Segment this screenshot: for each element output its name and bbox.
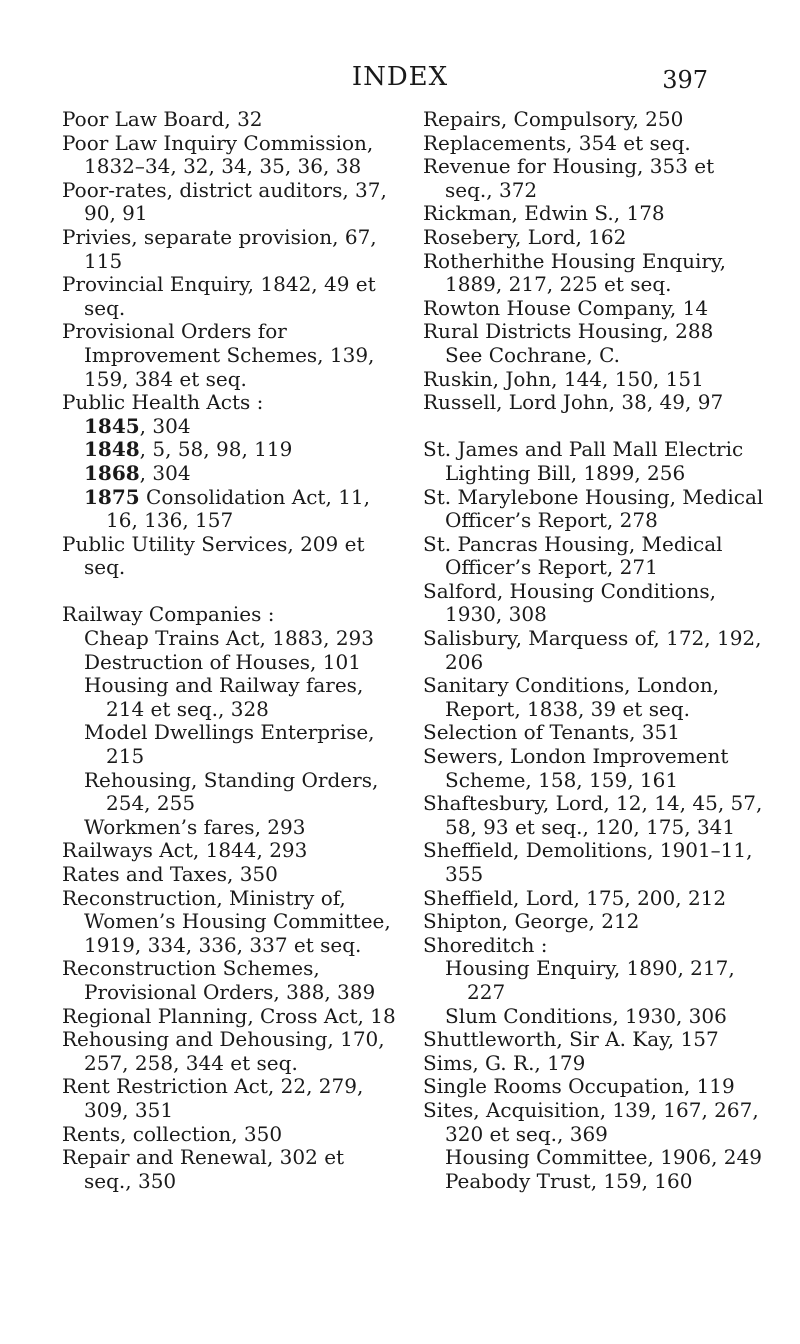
entry-text: Housing and Railway fares, 214 et seq., 328 bbox=[84, 673, 364, 721]
entry-text: Provincial Enquiry, 1842, 49 et seq. bbox=[62, 272, 376, 320]
entry-text: Reconstruction Schemes, Provisional Orders, 388, 389 bbox=[62, 956, 376, 1004]
index-entry bbox=[423, 486, 768, 533]
index-entry bbox=[62, 179, 398, 226]
entry-text: Rehousing, Standing Orders, 254, 255 bbox=[84, 767, 379, 816]
entry-text: St. Marylebone Housing, Medical Officer’s Report, 278 bbox=[423, 484, 764, 533]
entry-text: , 304 bbox=[139, 413, 191, 438]
entry-text: Rickman, Edwin S., 178 bbox=[423, 201, 665, 226]
index-entry bbox=[423, 887, 768, 911]
index-entry bbox=[62, 1123, 398, 1147]
index-entry bbox=[62, 226, 398, 273]
entry-text: Sheffield, Lord, 175, 200, 212 bbox=[423, 885, 727, 910]
entry-text: Railways Act, 1844, 293 bbox=[62, 838, 308, 863]
index-subentry bbox=[62, 627, 398, 651]
index-column-right bbox=[423, 108, 768, 1193]
entry-text: Railway Companies : bbox=[62, 602, 275, 627]
index-entry bbox=[423, 368, 768, 392]
page-number: 397 bbox=[662, 66, 708, 94]
entry-text: Regional Planning, Cross Act, 18 bbox=[62, 1003, 396, 1028]
index-subentry bbox=[62, 438, 398, 462]
entry-text: Sheffield, Demolitions, 1901–11, 355 bbox=[423, 838, 753, 886]
index-subentry bbox=[423, 1005, 768, 1029]
index-entry bbox=[423, 438, 768, 485]
entry-text: Public Utility Services, 209 et seq. bbox=[62, 531, 365, 580]
entry-text: Russell, Lord John, 38, 49, 97 bbox=[423, 390, 724, 415]
entry-text: St. Pancras Housing, Medical Officer’s Report, 271 bbox=[423, 531, 723, 580]
page-header bbox=[0, 62, 800, 102]
index-entry bbox=[62, 1028, 398, 1075]
index-entry bbox=[423, 155, 768, 202]
index-entry bbox=[62, 1146, 398, 1193]
index-entry bbox=[62, 863, 398, 887]
index-subentry bbox=[62, 462, 398, 486]
entry-text: Slum Conditions, 1930, 306 bbox=[445, 1003, 727, 1028]
index-entry bbox=[62, 1005, 398, 1029]
index-entry bbox=[423, 792, 768, 839]
index-entry bbox=[423, 226, 768, 250]
entry-text: Rents, collection, 350 bbox=[62, 1121, 283, 1146]
entry-text: Repair and Renewal, 302 et seq., 350 bbox=[62, 1145, 345, 1193]
page-title: INDEX bbox=[351, 62, 449, 92]
index-subentry bbox=[62, 651, 398, 675]
index-entry bbox=[423, 1052, 768, 1076]
entry-text: Salford, Housing Conditions, 1930, 308 bbox=[423, 578, 717, 627]
entry-text: Selection of Tenants, 351 bbox=[423, 720, 680, 745]
entry-text: Sims, G. R., 179 bbox=[423, 1050, 586, 1075]
index-entry bbox=[423, 934, 768, 958]
index-subentry bbox=[62, 486, 398, 533]
entry-text: St. James and Pall Mall Electric Lighting Bill, 1899, 256 bbox=[423, 437, 744, 485]
entry-text: Sites, Acquisition, 139, 167, 267, 320 et seq., 369 bbox=[423, 1097, 759, 1146]
index-entry bbox=[423, 297, 768, 321]
entry-text: Salisbury, Marquess of, 172, 192, 206 bbox=[423, 626, 762, 674]
index-entry bbox=[423, 1075, 768, 1099]
index-entry bbox=[62, 132, 398, 179]
index-entry bbox=[62, 839, 398, 863]
index-entry bbox=[423, 108, 768, 132]
index-entry bbox=[62, 391, 398, 415]
entry-year: 1845 bbox=[84, 413, 140, 438]
entry-text: See Cochrane, C. bbox=[445, 342, 621, 367]
index-entry bbox=[62, 603, 398, 627]
entry-text: Single Rooms Occupation, 119 bbox=[423, 1074, 735, 1099]
index-entry bbox=[62, 957, 398, 1004]
entry-text: Rural Districts Housing, 288 bbox=[423, 319, 714, 344]
index-subentry bbox=[62, 769, 398, 816]
index-entry bbox=[423, 745, 768, 792]
entry-text: Poor-rates, district auditors, 37, 90, 91 bbox=[62, 177, 387, 226]
entry-text: Privies, separate provision, 67, 115 bbox=[62, 224, 377, 273]
entry-text: Sewers, London Improvement Scheme, 158, 159, 161 bbox=[423, 744, 729, 792]
index-entry bbox=[423, 391, 768, 415]
index-entry bbox=[62, 1075, 398, 1122]
index-entry bbox=[423, 1099, 768, 1146]
index-subentry bbox=[423, 1146, 768, 1170]
entry-text: Shaftesbury, Lord, 12, 14, 45, 57, 58, 93 et seq., 120, 175, 341 bbox=[423, 791, 763, 839]
index-entry bbox=[62, 320, 398, 391]
index-subentry bbox=[423, 344, 768, 368]
index-subentry bbox=[423, 1170, 768, 1194]
entry-text: Rosebery, Lord, 162 bbox=[423, 224, 627, 249]
index-subentry bbox=[423, 957, 768, 1004]
index-entry bbox=[423, 202, 768, 226]
entry-text: Repairs, Compulsory, 250 bbox=[423, 107, 684, 131]
index-entry bbox=[423, 580, 768, 627]
entry-text: Model Dwellings Enterprise, 215 bbox=[84, 720, 375, 769]
entry-text: Rotherhithe Housing Enquiry, 1889, 217, 225 et seq. bbox=[423, 248, 726, 297]
entry-year: 1875 bbox=[84, 484, 140, 509]
entry-text: , 304 bbox=[139, 460, 191, 485]
index-entry bbox=[423, 910, 768, 934]
entry-text: Peabody Trust, 159, 160 bbox=[445, 1168, 693, 1193]
section-gap bbox=[423, 415, 768, 439]
index-entry bbox=[423, 1028, 768, 1052]
entry-text: Replacements, 354 et seq. bbox=[423, 130, 691, 155]
entry-text: Provisional Orders for Improvement Schemes, 139, 159, 384 et seq. bbox=[62, 319, 375, 391]
entry-text: Reconstruction, Ministry of, Women’s Housing Committee, 1919, 334, 336, 337 et seq. bbox=[62, 885, 391, 957]
index-entry bbox=[423, 627, 768, 674]
entry-text: Revenue for Housing, 353 et seq., 372 bbox=[423, 154, 715, 202]
entry-text: Rent Restriction Act, 22, 279, 309, 351 bbox=[62, 1074, 364, 1122]
index-entry bbox=[423, 839, 768, 886]
entry-text: , 5, 58, 98, 119 bbox=[139, 437, 293, 462]
entry-year: 1848 bbox=[84, 437, 140, 462]
entry-text: Shipton, George, 212 bbox=[423, 909, 640, 934]
index-column-left bbox=[62, 108, 398, 1193]
entry-text: Housing Committee, 1906, 249 bbox=[445, 1145, 762, 1170]
entry-text: Consolidation Act, 11, 16, 136, 157 bbox=[106, 484, 370, 533]
index-entry bbox=[423, 721, 768, 745]
entry-text: Public Health Acts : bbox=[62, 390, 264, 415]
index-subentry bbox=[62, 816, 398, 840]
index-entry bbox=[423, 674, 768, 721]
entry-text: Cheap Trains Act, 1883, 293 bbox=[84, 626, 375, 651]
index-subentry bbox=[62, 721, 398, 768]
entry-text: Sanitary Conditions, London, Report, 1838, 39 et seq. bbox=[423, 673, 720, 721]
index-entry bbox=[423, 250, 768, 297]
entry-text: Poor Law Board, 32 bbox=[62, 107, 263, 131]
index-subentry bbox=[62, 415, 398, 439]
entry-text: Ruskin, John, 144, 150, 151 bbox=[423, 366, 704, 391]
entry-text: Housing Enquiry, 1890, 217, 227 bbox=[445, 956, 735, 1004]
index-subentry bbox=[62, 674, 398, 721]
section-gap bbox=[62, 580, 398, 604]
entry-text: Rowton House Company, 14 bbox=[423, 295, 709, 320]
entry-text: Workmen’s fares, 293 bbox=[84, 814, 306, 839]
entry-text: Rehousing and Dehousing, 170, 257, 258, 344 et seq. bbox=[62, 1027, 385, 1075]
index-entry bbox=[423, 320, 768, 344]
index-entry bbox=[62, 273, 398, 320]
entry-text: Rates and Taxes, 350 bbox=[62, 862, 278, 886]
entry-text: Shoreditch : bbox=[423, 932, 548, 957]
entry-text: Poor Law Inquiry Commission, 1832–34, 32, 34, 35, 36, 38 bbox=[62, 130, 374, 179]
index-entry bbox=[62, 108, 398, 132]
index-entry bbox=[423, 132, 768, 156]
index-entry bbox=[62, 533, 398, 580]
index-entry bbox=[62, 887, 398, 958]
entry-text: Shuttleworth, Sir A. Kay, 157 bbox=[423, 1027, 719, 1052]
index-entry bbox=[423, 533, 768, 580]
entry-year: 1868 bbox=[84, 460, 140, 485]
entry-text: Destruction of Houses, 101 bbox=[84, 649, 361, 674]
